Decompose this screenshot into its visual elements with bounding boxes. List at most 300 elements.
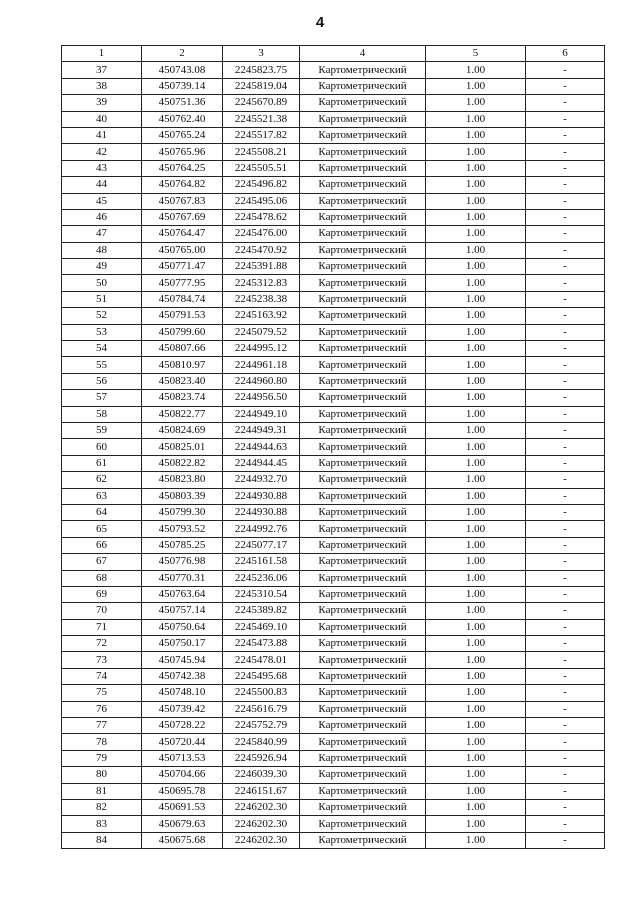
accuracy-cell: 1.00 [426, 193, 526, 209]
accuracy-cell: 1.00 [426, 619, 526, 635]
method-cell: Картометрический [300, 226, 426, 242]
method-cell: Картометрический [300, 734, 426, 750]
accuracy-cell: 1.00 [426, 668, 526, 684]
note-cell: - [526, 816, 605, 832]
x-coordinate-cell: 450763.64 [142, 586, 223, 602]
note-cell: - [526, 308, 605, 324]
accuracy-cell: 1.00 [426, 160, 526, 176]
method-cell: Картометрический [300, 554, 426, 570]
y-coordinate-cell: 2245478.62 [223, 209, 300, 225]
table-row [62, 111, 605, 127]
method-cell: Картометрический [300, 685, 426, 701]
point-number-cell: 53 [62, 324, 142, 340]
table-row [62, 537, 605, 553]
x-coordinate-cell: 450764.25 [142, 160, 223, 176]
note-cell: - [526, 521, 605, 537]
header-cell-2: 2 [142, 46, 223, 62]
table-row [62, 734, 605, 750]
y-coordinate-cell: 2245495.06 [223, 193, 300, 209]
note-cell: - [526, 390, 605, 406]
note-cell: - [526, 341, 605, 357]
y-coordinate-cell: 2245389.82 [223, 603, 300, 619]
accuracy-cell: 1.00 [426, 685, 526, 701]
point-number-cell: 66 [62, 537, 142, 553]
note-cell: - [526, 95, 605, 111]
method-cell: Картометрический [300, 521, 426, 537]
x-coordinate-cell: 450824.69 [142, 422, 223, 438]
table-row [62, 422, 605, 438]
point-number-cell: 38 [62, 78, 142, 94]
method-cell: Картометрический [300, 406, 426, 422]
table-row [62, 799, 605, 815]
accuracy-cell: 1.00 [426, 406, 526, 422]
x-coordinate-cell: 450757.14 [142, 603, 223, 619]
method-cell: Картометрический [300, 652, 426, 668]
x-coordinate-cell: 450777.95 [142, 275, 223, 291]
y-coordinate-cell: 2245500.83 [223, 685, 300, 701]
method-cell: Картометрический [300, 308, 426, 324]
coordinates-table [61, 45, 605, 849]
y-coordinate-cell: 2244930.88 [223, 504, 300, 520]
y-coordinate-cell: 2245476.00 [223, 226, 300, 242]
y-coordinate-cell: 2244961.18 [223, 357, 300, 373]
x-coordinate-cell: 450767.69 [142, 209, 223, 225]
point-number-cell: 80 [62, 767, 142, 783]
note-cell: - [526, 799, 605, 815]
point-number-cell: 47 [62, 226, 142, 242]
y-coordinate-cell: 2245236.06 [223, 570, 300, 586]
y-coordinate-cell: 2244960.80 [223, 373, 300, 389]
method-cell: Картометрический [300, 373, 426, 389]
note-cell: - [526, 160, 605, 176]
note-cell: - [526, 734, 605, 750]
note-cell: - [526, 636, 605, 652]
x-coordinate-cell: 450750.64 [142, 619, 223, 635]
y-coordinate-cell: 2245163.92 [223, 308, 300, 324]
point-number-cell: 65 [62, 521, 142, 537]
table-row [62, 636, 605, 652]
y-coordinate-cell: 2245670.89 [223, 95, 300, 111]
table-row [62, 832, 605, 848]
table-row [62, 488, 605, 504]
note-cell: - [526, 193, 605, 209]
method-cell: Картометрический [300, 767, 426, 783]
y-coordinate-cell: 2246202.30 [223, 799, 300, 815]
table-row [62, 701, 605, 717]
point-number-cell: 83 [62, 816, 142, 832]
method-cell: Картометрический [300, 341, 426, 357]
note-cell: - [526, 652, 605, 668]
point-number-cell: 48 [62, 242, 142, 258]
method-cell: Картометрический [300, 570, 426, 586]
point-number-cell: 78 [62, 734, 142, 750]
method-cell: Картометрический [300, 62, 426, 78]
note-cell: - [526, 324, 605, 340]
point-number-cell: 55 [62, 357, 142, 373]
x-coordinate-cell: 450751.36 [142, 95, 223, 111]
method-cell: Картометрический [300, 144, 426, 160]
y-coordinate-cell: 2245238.38 [223, 291, 300, 307]
table-body [62, 62, 605, 849]
header-cell-4: 4 [300, 46, 426, 62]
x-coordinate-cell: 450742.38 [142, 668, 223, 684]
note-cell: - [526, 259, 605, 275]
note-cell: - [526, 570, 605, 586]
y-coordinate-cell: 2245752.79 [223, 718, 300, 734]
method-cell: Картометрический [300, 357, 426, 373]
note-cell: - [526, 357, 605, 373]
y-coordinate-cell: 2245469.10 [223, 619, 300, 635]
accuracy-cell: 1.00 [426, 62, 526, 78]
point-number-cell: 81 [62, 783, 142, 799]
y-coordinate-cell: 2245616.79 [223, 701, 300, 717]
point-number-cell: 76 [62, 701, 142, 717]
x-coordinate-cell: 450771.47 [142, 259, 223, 275]
x-coordinate-cell: 450745.94 [142, 652, 223, 668]
point-number-cell: 62 [62, 472, 142, 488]
point-number-cell: 50 [62, 275, 142, 291]
x-coordinate-cell: 450739.14 [142, 78, 223, 94]
point-number-cell: 79 [62, 750, 142, 766]
method-cell: Картометрический [300, 291, 426, 307]
point-number-cell: 64 [62, 504, 142, 520]
point-number-cell: 74 [62, 668, 142, 684]
table-row [62, 455, 605, 471]
table-row [62, 554, 605, 570]
method-cell: Картометрический [300, 832, 426, 848]
method-cell: Картометрический [300, 111, 426, 127]
method-cell: Картометрический [300, 127, 426, 143]
table-row [62, 521, 605, 537]
accuracy-cell: 1.00 [426, 209, 526, 225]
accuracy-cell: 1.00 [426, 701, 526, 717]
note-cell: - [526, 373, 605, 389]
accuracy-cell: 1.00 [426, 652, 526, 668]
y-coordinate-cell: 2244949.10 [223, 406, 300, 422]
accuracy-cell: 1.00 [426, 816, 526, 832]
x-coordinate-cell: 450764.82 [142, 177, 223, 193]
point-number-cell: 37 [62, 62, 142, 78]
x-coordinate-cell: 450793.52 [142, 521, 223, 537]
header-cell-5: 5 [426, 46, 526, 62]
x-coordinate-cell: 450803.39 [142, 488, 223, 504]
header-cell-1: 1 [62, 46, 142, 62]
note-cell: - [526, 619, 605, 635]
method-cell: Картометрический [300, 783, 426, 799]
y-coordinate-cell: 2245505.51 [223, 160, 300, 176]
y-coordinate-cell: 2244949.31 [223, 422, 300, 438]
page-number: 4 [315, 14, 325, 31]
method-cell: Картометрический [300, 586, 426, 602]
y-coordinate-cell: 2245310.54 [223, 586, 300, 602]
point-number-cell: 58 [62, 406, 142, 422]
y-coordinate-cell: 2244944.63 [223, 439, 300, 455]
table-row [62, 291, 605, 307]
table-row [62, 160, 605, 176]
method-cell: Картометрический [300, 488, 426, 504]
y-coordinate-cell: 2245521.38 [223, 111, 300, 127]
method-cell: Картометрический [300, 439, 426, 455]
table-row [62, 750, 605, 766]
note-cell: - [526, 111, 605, 127]
note-cell: - [526, 767, 605, 783]
header-row [62, 46, 605, 62]
method-cell: Картометрический [300, 668, 426, 684]
note-cell: - [526, 455, 605, 471]
accuracy-cell: 1.00 [426, 750, 526, 766]
x-coordinate-cell: 450807.66 [142, 341, 223, 357]
y-coordinate-cell: 2245312.83 [223, 275, 300, 291]
method-cell: Картометрический [300, 177, 426, 193]
note-cell: - [526, 439, 605, 455]
x-coordinate-cell: 450765.00 [142, 242, 223, 258]
note-cell: - [526, 177, 605, 193]
method-cell: Картометрический [300, 160, 426, 176]
accuracy-cell: 1.00 [426, 537, 526, 553]
y-coordinate-cell: 2244930.88 [223, 488, 300, 504]
point-number-cell: 44 [62, 177, 142, 193]
x-coordinate-cell: 450810.97 [142, 357, 223, 373]
accuracy-cell: 1.00 [426, 488, 526, 504]
accuracy-cell: 1.00 [426, 636, 526, 652]
point-number-cell: 51 [62, 291, 142, 307]
table-row [62, 242, 605, 258]
y-coordinate-cell: 2244932.70 [223, 472, 300, 488]
method-cell: Картометрический [300, 422, 426, 438]
note-cell: - [526, 832, 605, 848]
note-cell: - [526, 242, 605, 258]
accuracy-cell: 1.00 [426, 291, 526, 307]
x-coordinate-cell: 450691.53 [142, 799, 223, 815]
method-cell: Картометрический [300, 259, 426, 275]
accuracy-cell: 1.00 [426, 357, 526, 373]
y-coordinate-cell: 2245823.75 [223, 62, 300, 78]
x-coordinate-cell: 450765.24 [142, 127, 223, 143]
note-cell: - [526, 685, 605, 701]
method-cell: Картометрический [300, 324, 426, 340]
method-cell: Картометрический [300, 242, 426, 258]
note-cell: - [526, 783, 605, 799]
method-cell: Картометрический [300, 209, 426, 225]
point-number-cell: 41 [62, 127, 142, 143]
accuracy-cell: 1.00 [426, 439, 526, 455]
table-row [62, 390, 605, 406]
point-number-cell: 68 [62, 570, 142, 586]
x-coordinate-cell: 450704.66 [142, 767, 223, 783]
x-coordinate-cell: 450762.40 [142, 111, 223, 127]
table-row [62, 78, 605, 94]
table-row [62, 472, 605, 488]
table-row [62, 259, 605, 275]
x-coordinate-cell: 450743.08 [142, 62, 223, 78]
x-coordinate-cell: 450675.68 [142, 832, 223, 848]
y-coordinate-cell: 2244992.76 [223, 521, 300, 537]
accuracy-cell: 1.00 [426, 570, 526, 586]
x-coordinate-cell: 450822.77 [142, 406, 223, 422]
y-coordinate-cell: 2245478.01 [223, 652, 300, 668]
note-cell: - [526, 701, 605, 717]
table-row [62, 193, 605, 209]
accuracy-cell: 1.00 [426, 308, 526, 324]
y-coordinate-cell: 2244944.45 [223, 455, 300, 471]
x-coordinate-cell: 450823.40 [142, 373, 223, 389]
accuracy-cell: 1.00 [426, 586, 526, 602]
accuracy-cell: 1.00 [426, 95, 526, 111]
table-row [62, 668, 605, 684]
table-row [62, 209, 605, 225]
accuracy-cell: 1.00 [426, 390, 526, 406]
table-row [62, 603, 605, 619]
point-number-cell: 39 [62, 95, 142, 111]
point-number-cell: 61 [62, 455, 142, 471]
x-coordinate-cell: 450791.53 [142, 308, 223, 324]
method-cell: Картометрический [300, 275, 426, 291]
accuracy-cell: 1.00 [426, 226, 526, 242]
accuracy-cell: 1.00 [426, 767, 526, 783]
point-number-cell: 42 [62, 144, 142, 160]
x-coordinate-cell: 450767.83 [142, 193, 223, 209]
table-row [62, 816, 605, 832]
accuracy-cell: 1.00 [426, 324, 526, 340]
note-cell: - [526, 554, 605, 570]
table-row [62, 226, 605, 242]
y-coordinate-cell: 2246151.67 [223, 783, 300, 799]
point-number-cell: 40 [62, 111, 142, 127]
x-coordinate-cell: 450765.96 [142, 144, 223, 160]
x-coordinate-cell: 450764.47 [142, 226, 223, 242]
table-row [62, 586, 605, 602]
note-cell: - [526, 62, 605, 78]
note-cell: - [526, 226, 605, 242]
accuracy-cell: 1.00 [426, 259, 526, 275]
y-coordinate-cell: 2245517.82 [223, 127, 300, 143]
point-number-cell: 43 [62, 160, 142, 176]
point-number-cell: 67 [62, 554, 142, 570]
table-row [62, 308, 605, 324]
y-coordinate-cell: 2244995.12 [223, 341, 300, 357]
x-coordinate-cell: 450799.60 [142, 324, 223, 340]
point-number-cell: 60 [62, 439, 142, 455]
point-number-cell: 45 [62, 193, 142, 209]
table-row [62, 767, 605, 783]
x-coordinate-cell: 450770.31 [142, 570, 223, 586]
table-row [62, 95, 605, 111]
method-cell: Картометрический [300, 537, 426, 553]
y-coordinate-cell: 2245077.17 [223, 537, 300, 553]
x-coordinate-cell: 450784.74 [142, 291, 223, 307]
y-coordinate-cell: 2245161.58 [223, 554, 300, 570]
point-number-cell: 69 [62, 586, 142, 602]
table-row [62, 324, 605, 340]
table-row [62, 177, 605, 193]
point-number-cell: 71 [62, 619, 142, 635]
x-coordinate-cell: 450748.10 [142, 685, 223, 701]
point-number-cell: 57 [62, 390, 142, 406]
accuracy-cell: 1.00 [426, 455, 526, 471]
x-coordinate-cell: 450823.74 [142, 390, 223, 406]
x-coordinate-cell: 450713.53 [142, 750, 223, 766]
method-cell: Картометрический [300, 701, 426, 717]
y-coordinate-cell: 2245470.92 [223, 242, 300, 258]
note-cell: - [526, 750, 605, 766]
point-number-cell: 84 [62, 832, 142, 848]
y-coordinate-cell: 2246202.30 [223, 816, 300, 832]
point-number-cell: 49 [62, 259, 142, 275]
method-cell: Картометрический [300, 390, 426, 406]
y-coordinate-cell: 2246202.30 [223, 832, 300, 848]
method-cell: Картометрический [300, 619, 426, 635]
y-coordinate-cell: 2245819.04 [223, 78, 300, 94]
point-number-cell: 54 [62, 341, 142, 357]
method-cell: Картометрический [300, 816, 426, 832]
accuracy-cell: 1.00 [426, 603, 526, 619]
x-coordinate-cell: 450776.98 [142, 554, 223, 570]
accuracy-cell: 1.00 [426, 422, 526, 438]
x-coordinate-cell: 450739.42 [142, 701, 223, 717]
table-row [62, 570, 605, 586]
point-number-cell: 56 [62, 373, 142, 389]
note-cell: - [526, 275, 605, 291]
point-number-cell: 73 [62, 652, 142, 668]
method-cell: Картометрический [300, 718, 426, 734]
table-row [62, 619, 605, 635]
point-number-cell: 77 [62, 718, 142, 734]
point-number-cell: 70 [62, 603, 142, 619]
table-row [62, 373, 605, 389]
note-cell: - [526, 718, 605, 734]
header-cell-3: 3 [223, 46, 300, 62]
method-cell: Картометрический [300, 472, 426, 488]
y-coordinate-cell: 2244956.50 [223, 390, 300, 406]
y-coordinate-cell: 2245496.82 [223, 177, 300, 193]
note-cell: - [526, 406, 605, 422]
table-row [62, 144, 605, 160]
table-row [62, 439, 605, 455]
note-cell: - [526, 537, 605, 553]
table-row [62, 127, 605, 143]
x-coordinate-cell: 450823.80 [142, 472, 223, 488]
method-cell: Картометрический [300, 799, 426, 815]
method-cell: Картометрический [300, 455, 426, 471]
table-row [62, 62, 605, 78]
accuracy-cell: 1.00 [426, 734, 526, 750]
note-cell: - [526, 488, 605, 504]
point-number-cell: 72 [62, 636, 142, 652]
accuracy-cell: 1.00 [426, 78, 526, 94]
y-coordinate-cell: 2245473.88 [223, 636, 300, 652]
note-cell: - [526, 291, 605, 307]
table-row [62, 718, 605, 734]
y-coordinate-cell: 2246039.30 [223, 767, 300, 783]
accuracy-cell: 1.00 [426, 504, 526, 520]
point-number-cell: 52 [62, 308, 142, 324]
x-coordinate-cell: 450822.82 [142, 455, 223, 471]
note-cell: - [526, 78, 605, 94]
table-row [62, 685, 605, 701]
accuracy-cell: 1.00 [426, 521, 526, 537]
note-cell: - [526, 422, 605, 438]
accuracy-cell: 1.00 [426, 799, 526, 815]
note-cell: - [526, 668, 605, 684]
accuracy-cell: 1.00 [426, 832, 526, 848]
method-cell: Картометрический [300, 95, 426, 111]
note-cell: - [526, 504, 605, 520]
table-row [62, 406, 605, 422]
table-row [62, 357, 605, 373]
y-coordinate-cell: 2245079.52 [223, 324, 300, 340]
note-cell: - [526, 144, 605, 160]
y-coordinate-cell: 2245926.94 [223, 750, 300, 766]
